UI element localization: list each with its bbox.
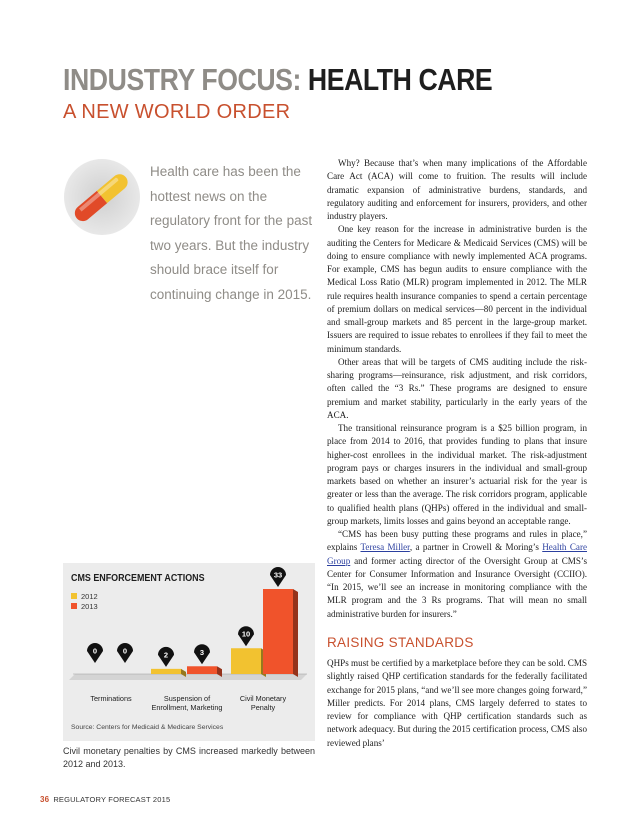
- value-label-2013-1: 3: [199, 647, 205, 657]
- chart-title: CMS ENFORCEMENT ACTIONS: [71, 572, 205, 584]
- value-label-2013-2: 33: [273, 570, 283, 580]
- category-label-terminations: Terminations: [90, 694, 132, 703]
- cms-enforcement-chart: [63, 563, 315, 741]
- quote-text-3: and former acting director of the Oversight Group at CMS’s Center for Consumer Information and Insurance Oversight (CCIIO). “In 2015, we’ll see an increase in monitoring compliance with the MLR program and the 3 Rs programs. That will mean no small administrative burden for insurers.”: [327, 555, 587, 619]
- category-label-suspension: Suspension of Enrollment, Marketing: [151, 694, 223, 712]
- bar-2012-1: [151, 669, 181, 674]
- page-number: 36: [40, 795, 50, 804]
- chart-plot: [63, 563, 315, 741]
- body-paragraph: Why? Because that’s when many implications of the Affordable Care Act (ACA) will come to fruition. The results will include dramatic expansion of administrative burdens, standards, and regulatory auditing and enforcement for insurers, providers, and other industry players.: [327, 158, 587, 221]
- quote-text-1: “CMS has been busy putting these programs and rules in place,” explains: [327, 529, 587, 553]
- legend-label-2013: 2013: [81, 601, 98, 611]
- quote-text-2: , a partner in Crowell & Moring’s: [409, 542, 543, 553]
- chart-floor: [69, 674, 307, 680]
- value-label-2012-2: 10: [241, 629, 251, 639]
- footer-text: REGULATORY FORECAST 2015: [53, 795, 171, 804]
- body-paragraph: One key reason for the increase in administrative burden is the auditing the Centers for Medicare & Medicaid Services (CMS) will be doing to ensure compliance with newly implemented ACA programs. For example, CMS has begun audits to ensure compliance with the Medical Loss Ratio (MLR) program implemented in 2012. The MLR rule requires health insurance companies to spend a certain percentage of premium dollars on medical services—80 percent in the individual and small-group markets and 85 percent in the large-group market. Issuers are required to issue rebates to enrollees if they fail to meet the minimum standards.: [327, 224, 587, 354]
- body-paragraph-quote: [327, 528, 587, 621]
- article-body: [327, 157, 587, 750]
- page-footer: [40, 795, 170, 804]
- body-paragraph: The transitional reinsurance program is a $25 billion program, in place from 2014 to 2016, that provides funding to plans that insure higher-cost enrollees in the individual market. The risk-adjustment program pays or charges insurers in the individual and small-group markets based on whether an insurer’s actuarial risk for the year is greater or less than the average. The risk corridors program, applicable to qualified health plans (QHPs) offered in the individual and small-group markets, limits losses and gains beyond an acceptable range.: [327, 423, 587, 526]
- bar-2013-1: [187, 666, 217, 674]
- legend-label-2012: 2012: [81, 591, 98, 601]
- teresa-miller-link[interactable]: Teresa Miller: [360, 542, 410, 553]
- health-care-group-link[interactable]: Health Care Group: [327, 542, 588, 566]
- value-label-2012-1: 2: [163, 650, 169, 660]
- value-label-2013-0: 0: [122, 646, 128, 656]
- body-paragraph: QHPs must be certified by a marketplace before they can be sold. CMS slightly raised QHP certification standards for the federally facilitated exchange for 2015 plans, “and we’ll see more changes going forward,” Miller predicts. For 2014 plans, CMS largely deferred to states to review for compliance with QHP certification standards such as network adequacy. But during the 2015 certification process, CMS also reviewed plans’: [327, 658, 587, 748]
- page-title-part1: INDUSTRY FOCUS:: [63, 62, 308, 97]
- chart-source: Source: Centers for Medicaid & Medicare Services: [71, 724, 224, 731]
- body-paragraph: Other areas that will be targets of CMS auditing include the risk-sharing programs—reinsurance, risk adjustment, and risk corridors, often called the “3 Rs.” These programs are designed to ensure premium and market stability, particularly in the early years of the ACA.: [327, 356, 587, 420]
- bar-side-2013-2: [293, 589, 298, 677]
- page-title: [63, 62, 510, 98]
- page-subtitle: A NEW WORLD ORDER: [63, 101, 291, 123]
- category-label-civil-monetary-penalty: Civil Monetary Penalty: [239, 694, 287, 712]
- chart-caption: Civil monetary penalties by CMS increased markedly between 2012 and 2013.: [63, 746, 315, 769]
- section-heading-raising-standards: RAISING STANDARDS: [327, 634, 474, 650]
- value-label-2012-0: 0: [92, 646, 98, 656]
- page-title-part2: HEALTH CARE: [307, 62, 493, 97]
- page-header: [63, 62, 583, 124]
- bar-2012-2: [231, 648, 261, 674]
- pill-capsule-icon: [63, 158, 141, 236]
- bar-2013-2: [263, 589, 293, 674]
- pull-quote: Health care has been the hottest news on the regulatory front for the past two years. But the industry should brace itself for continuing change in 2015.: [150, 164, 313, 302]
